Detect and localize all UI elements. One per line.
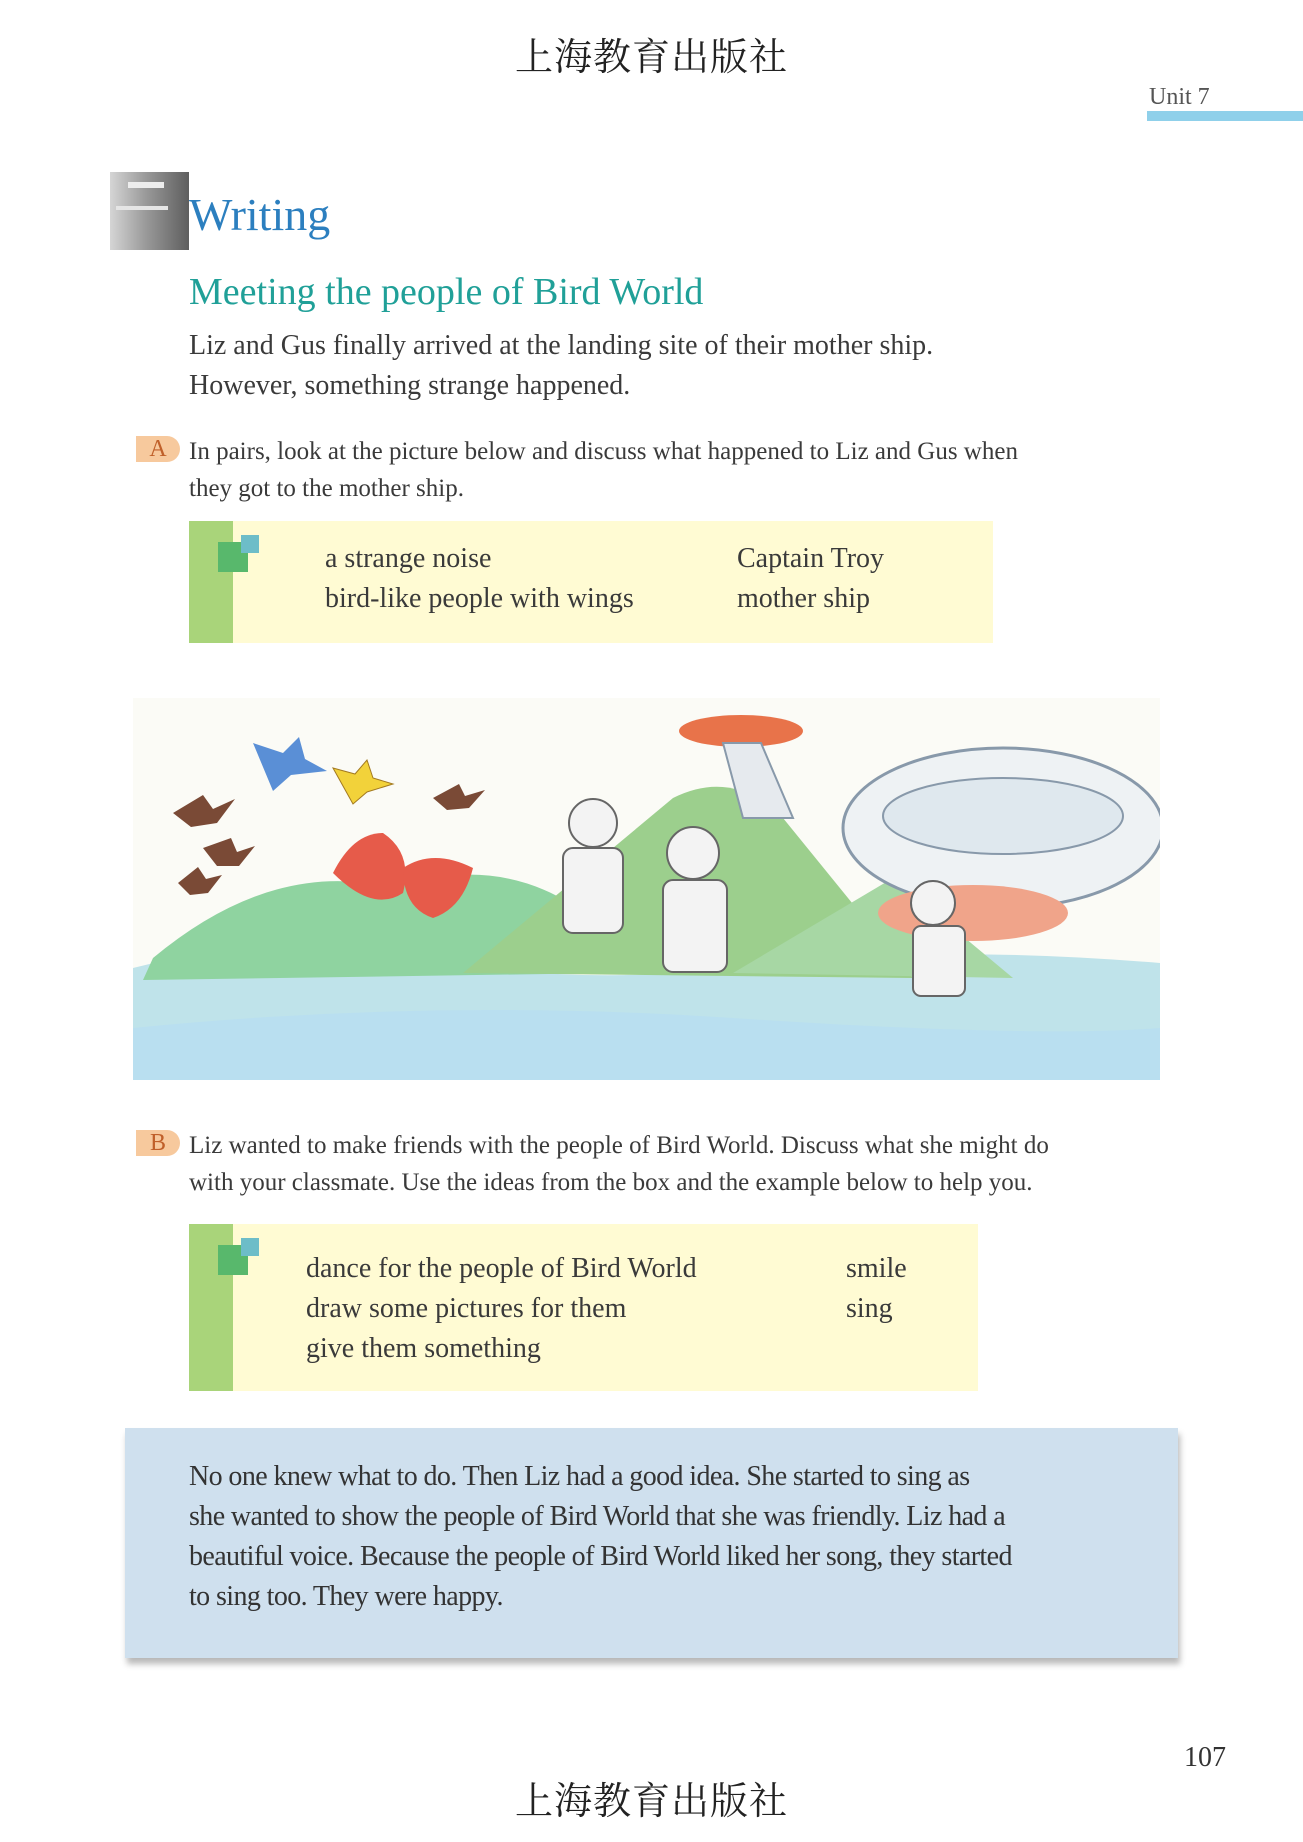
word-box-b <box>189 1224 978 1391</box>
example-line: No one knew what to do. Then Liz had a good idea. She started to sing as <box>189 1461 970 1492</box>
unit-bar <box>1147 111 1303 121</box>
example-line: to sing too. They were happy. <box>189 1581 503 1612</box>
square-icon <box>241 1238 259 1256</box>
section-decoration <box>110 172 189 250</box>
word-item: give them something <box>306 1333 541 1364</box>
publisher-footer: 上海教育出版社 <box>514 1779 788 1823</box>
badge-a: A <box>136 436 180 462</box>
word-item: draw some pictures for them <box>306 1293 627 1324</box>
word-item: bird-like people with wings <box>325 583 634 614</box>
word-item: dance for the people of Bird World <box>306 1253 697 1284</box>
instruction-line: In pairs, look at the picture below and discuss what happened to Liz and Gus when <box>189 438 1018 465</box>
instruction-b <box>189 1127 1189 1201</box>
word-item: mother ship <box>737 583 870 614</box>
word-item: a strange noise <box>325 543 492 574</box>
intro-line: Liz and Gus finally arrived at the landing site of their mother ship. <box>189 330 934 361</box>
instruction-a <box>189 433 1189 507</box>
section-title: Writing <box>189 189 331 240</box>
word-box-stripe <box>189 521 233 643</box>
instruction-line: they got to the mother ship. <box>189 475 464 502</box>
instruction-line: with your classmate. Use the ideas from the box and the example below to help you. <box>189 1169 1033 1196</box>
intro-line: However, something strange happened. <box>189 370 631 401</box>
instruction-line: Liz wanted to make friends with the people of Bird World. Discuss what she might do <box>189 1132 1049 1159</box>
unit-label: Unit 7 <box>1149 84 1210 110</box>
example-line: she wanted to show the people of Bird World that she was friendly. Liz had a <box>189 1501 1006 1532</box>
story-illustration <box>133 698 1160 1080</box>
square-icon <box>241 535 259 553</box>
example-line: beautiful voice. Because the people of Bird World liked her song, they started <box>189 1541 1012 1572</box>
subheading: Meeting the people of Bird World <box>189 271 704 313</box>
intro-paragraph <box>189 326 1189 406</box>
publisher-header: 上海教育出版社 <box>514 35 788 79</box>
example-paragraph <box>189 1457 1149 1617</box>
word-box-a <box>189 521 993 643</box>
word-item: smile <box>846 1253 907 1284</box>
word-item: Captain Troy <box>737 543 885 574</box>
badge-b: B <box>136 1130 180 1156</box>
page-number: 107 <box>1184 1742 1226 1773</box>
word-item: sing <box>846 1293 893 1324</box>
